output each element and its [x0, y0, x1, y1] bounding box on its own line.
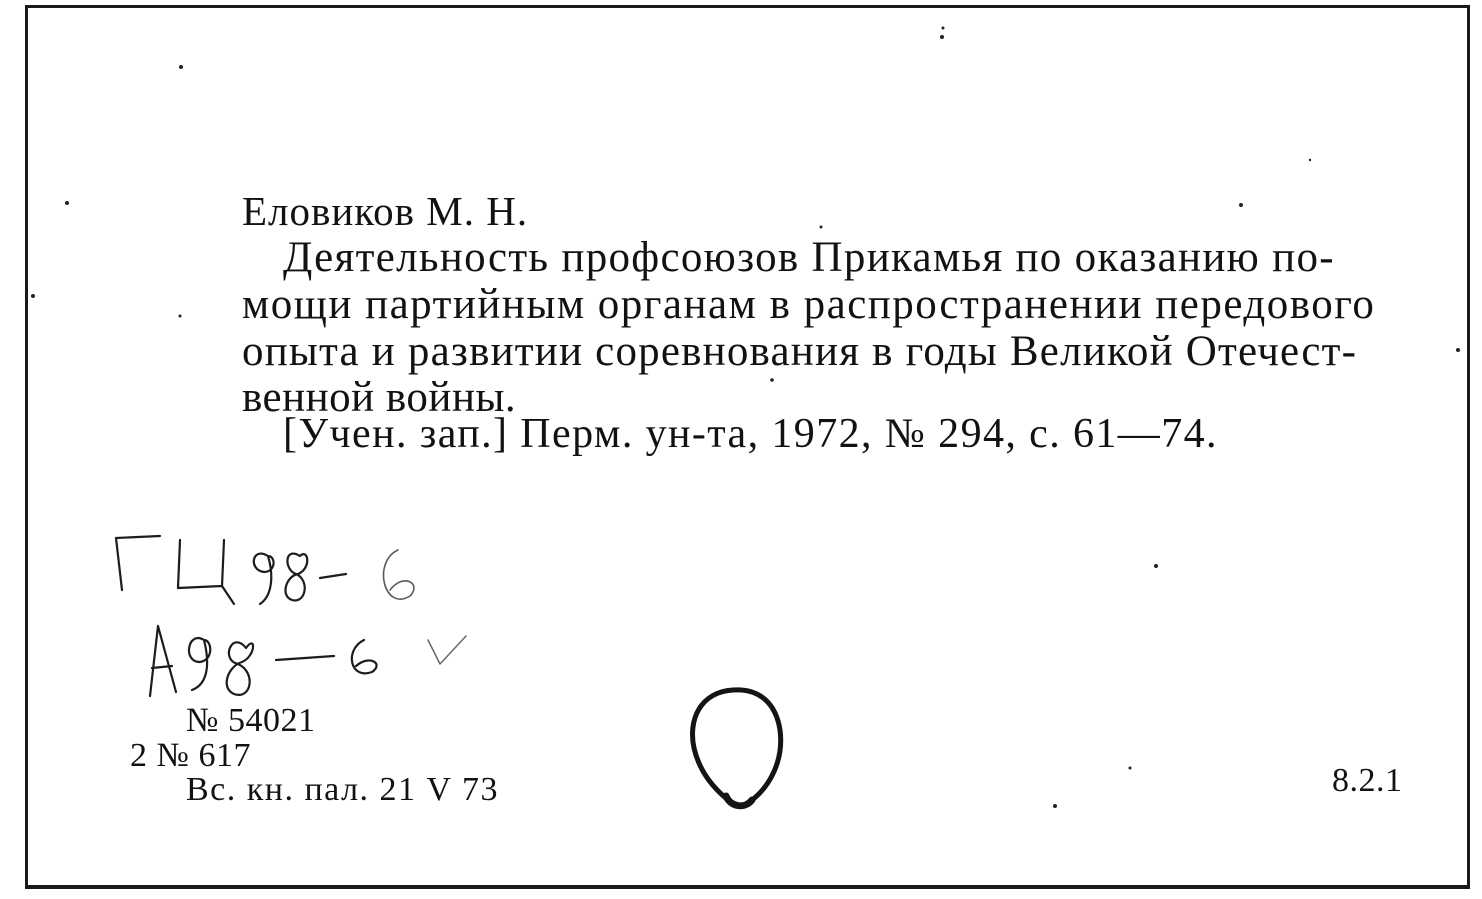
accession-number: № 54021 [186, 702, 316, 739]
title-line: Деятельность профсоюзов Прикамья по оказанию по- [283, 234, 1335, 281]
book-chamber-registry: Вс. кн. пал. 21 V 73 [186, 771, 499, 808]
publication-source: [Учен. зап.] Перм. ун-та, 1972, № 294, с. 61—74. [283, 411, 1218, 457]
author-name: Еловиков М. Н. [242, 188, 529, 234]
secondary-number: 2 № 617 [130, 737, 251, 774]
title-line: мощи партийным органам в распространении передового [242, 281, 1376, 328]
title-line: опыта и развитии соревнования в годы Великой Отечест- [242, 328, 1358, 375]
title-line: венной войны. [242, 374, 517, 421]
classification-code: 8.2.1 [1332, 762, 1403, 799]
